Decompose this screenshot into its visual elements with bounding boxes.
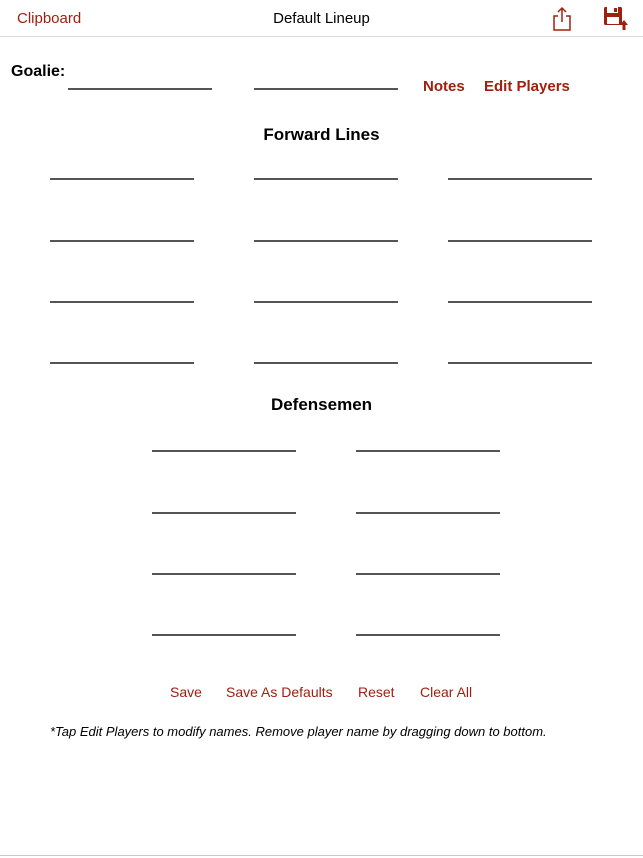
- forward-slot[interactable]: [254, 350, 398, 364]
- forward-slot[interactable]: [448, 166, 592, 180]
- forward-slot[interactable]: [50, 350, 194, 364]
- goalie-slot[interactable]: [68, 76, 212, 90]
- defensemen-title: Defensemen: [270, 395, 373, 414]
- page-title: Default Lineup: [273, 10, 370, 27]
- forward-slot[interactable]: [448, 289, 592, 303]
- notes-button[interactable]: Notes: [423, 78, 465, 95]
- forward-slot[interactable]: [50, 228, 194, 242]
- clear-all-button[interactable]: Clear All: [420, 684, 473, 700]
- defense-slot[interactable]: [356, 500, 500, 514]
- share-icon[interactable]: [551, 6, 573, 32]
- forward-slot[interactable]: [448, 228, 592, 242]
- defense-slot[interactable]: [356, 622, 500, 636]
- forward-slot[interactable]: [254, 289, 398, 303]
- forward-slot[interactable]: [254, 228, 398, 242]
- save-as-defaults-button[interactable]: Save As Defaults: [226, 684, 333, 700]
- forward-slot[interactable]: [254, 166, 398, 180]
- save-button[interactable]: Save: [170, 684, 202, 700]
- back-button[interactable]: Clipboard: [17, 10, 82, 27]
- forward-slot[interactable]: [50, 166, 194, 180]
- defense-slot[interactable]: [152, 622, 296, 636]
- defense-slot[interactable]: [356, 561, 500, 575]
- defense-slot[interactable]: [152, 500, 296, 514]
- forward-slot[interactable]: [50, 289, 194, 303]
- edit-players-button[interactable]: Edit Players: [484, 78, 570, 95]
- forward-lines-title: Forward Lines: [263, 125, 380, 144]
- floppy-save-icon[interactable]: [603, 6, 629, 32]
- defense-slot[interactable]: [356, 438, 500, 452]
- defense-slot[interactable]: [152, 561, 296, 575]
- navigation-bar: [0, 0, 643, 37]
- reset-button[interactable]: Reset: [358, 684, 395, 700]
- bottom-divider: [0, 855, 643, 856]
- forward-slot[interactable]: [448, 350, 592, 364]
- goalie-label: Goalie:: [11, 63, 66, 80]
- help-note: *Tap Edit Players to modify names. Remove player name by dragging down to bottom.: [50, 724, 547, 739]
- goalie-slot[interactable]: [254, 76, 398, 90]
- defense-slot[interactable]: [152, 438, 296, 452]
